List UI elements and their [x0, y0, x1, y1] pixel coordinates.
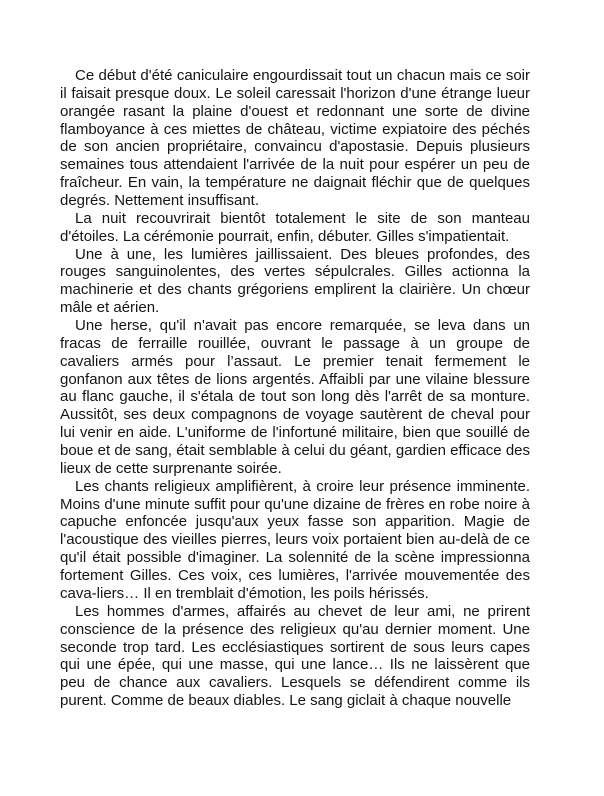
paragraph-3: Une à une, les lumières jaillissaient. Des bleues profondes, des rouges sanguinolentes, des vertes sépulcrales. Gilles actionna la machinerie et des chants grégoriens emplirent la clairière. Un chœur mâle et aérien. [60, 245, 530, 317]
paragraph-2: La nuit recouvrirait bientôt totalement le site de son manteau d'étoiles. La cérémonie pourrait, enfin, débuter. Gilles s'impatientait. [60, 209, 530, 245]
paragraph-1: Ce début d'été caniculaire engourdissait tout un chacun mais ce soir il faisait presque doux. Le soleil caressait l'horizon d'une étrange lueur orangée rasant la plaine d'ouest et redonnant une sorte de divine flamboyance à ces miettes de château, victime expiatoire des péchés de son ancien propriétaire, convaincu d'apostasie. Depuis plusieurs semaines tous attendaient l'arrivée de la nuit pour espérer un peu de fraîcheur. En vain, la température ne daignait fléchir que de quelques degrés. Nettement insuffisant. [60, 67, 530, 210]
document-page [60, 67, 530, 710]
paragraph-6-truncated: Les hommes d'armes, affairés au chevet de leur ami, ne prirent conscience de la présence des religieux qu'au dernier moment. Une seconde trop tard. Les ecclésiastiques sortirent de sous leurs capes qui une épée, qui une masse, qui une lance… Ils ne laissèrent que peu de chance aux cavaliers. Lesquels se défendirent comme ils purent. Comme de beaux diables. Le sang giclait à chaque nouvelle [60, 602, 530, 710]
paragraph-4: Une herse, qu'il n'avait pas encore remarquée, se leva dans un fracas de ferraille rouillée, ouvrant le passage à un groupe de cavaliers armés pour l’assaut. Le premier tenait fermement le gonfanon aux têtes de lions argentés. Affaibli par une vilaine blessure au flanc gauche, il s'étala de tout son long dès l'arrêt de sa monture. Aussitôt, ses deux compagnons de voyage sautèrent de cheval pour lui venir en aide. L'uniforme de l'infortuné militaire, bien que souillé de boue et de sang, était semblable à celui du géant, gardien efficace des lieux de cette surprenante soirée. [60, 317, 530, 477]
paragraph-5: Les chants religieux amplifièrent, à croire leur présence imminente. Moins d'une minute suffit pour qu'une dizaine de frères en robe noire à capuche enfoncée jusqu'aux yeux fasse son apparition. Magie de l'acoustique des vieilles pierres, leurs voix portaient bien au-delà de ce qu'il était possible d'imaginer. La solennité de la scène impressionna fortement Gilles. Ces voix, ces lumières, l'arrivée mouvementée des cava-liers… Il en tremblait d'émotion, les poils hérissés. [60, 477, 530, 602]
